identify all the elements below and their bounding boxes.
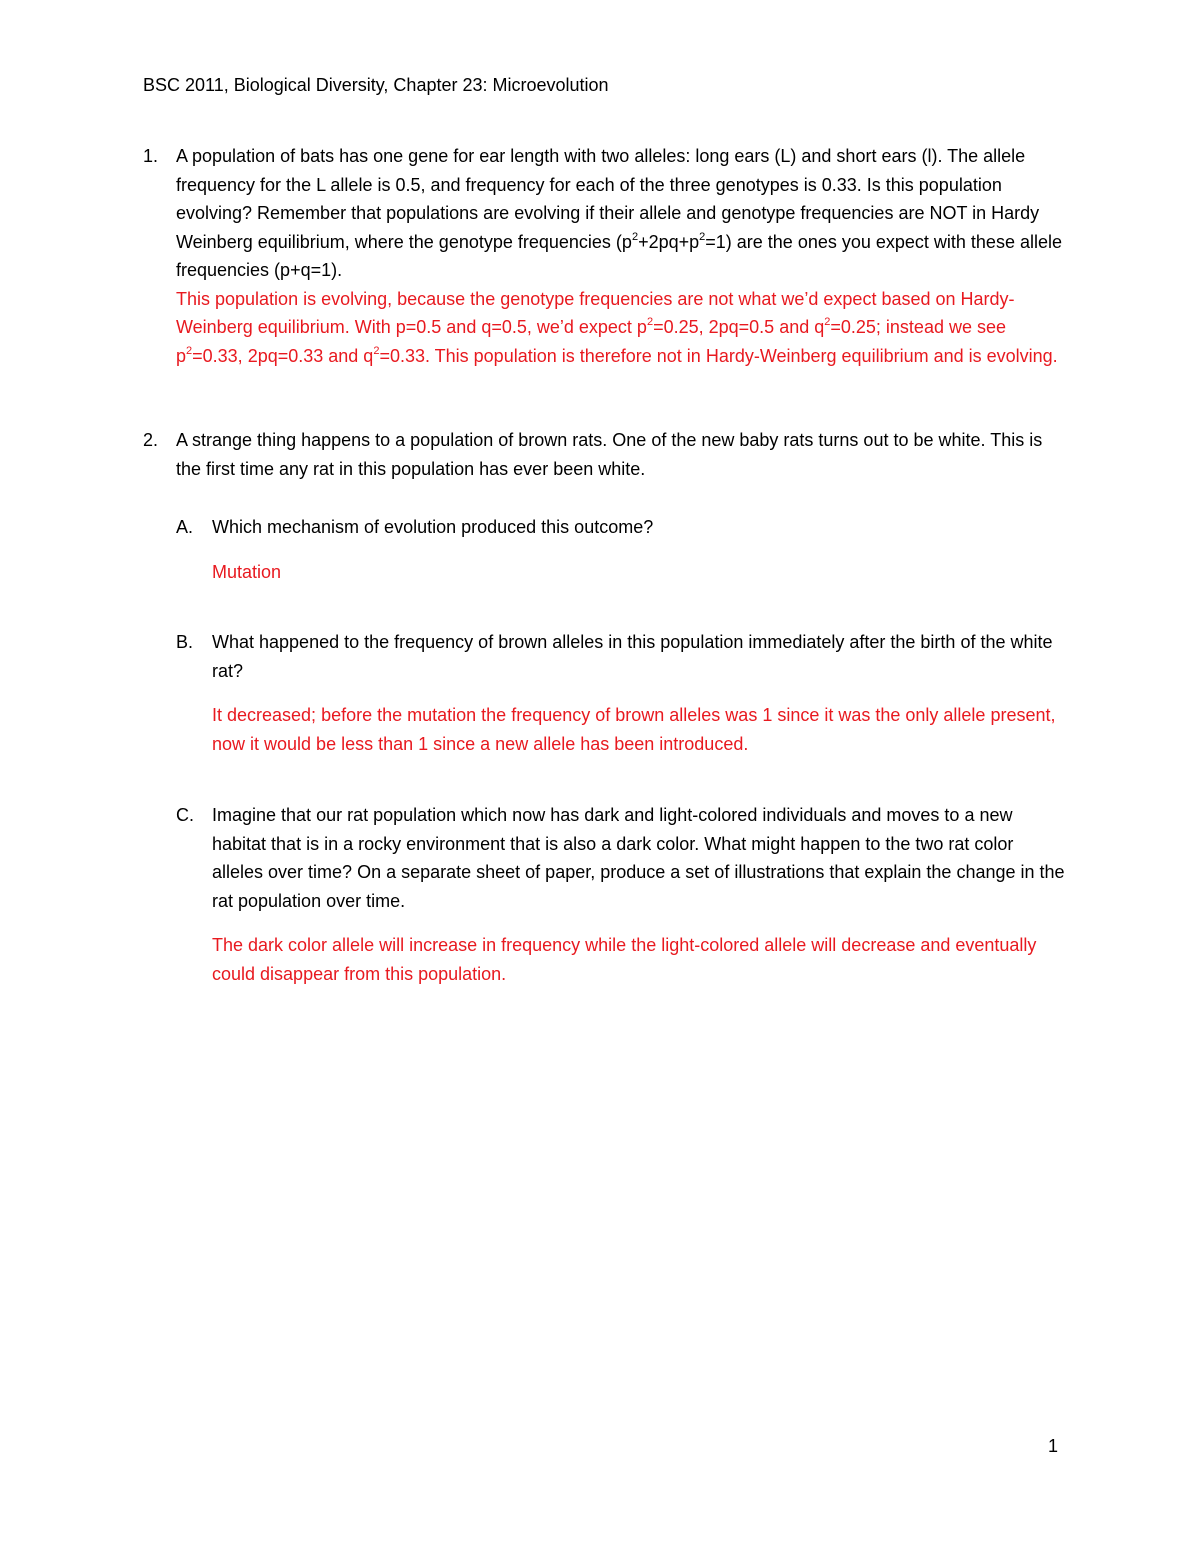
superscript: 2 bbox=[646, 316, 654, 328]
question-2 bbox=[143, 426, 1063, 483]
sub-question-letter: A. bbox=[176, 517, 194, 537]
question-number: 1. bbox=[143, 146, 159, 166]
answer-segment: This population is evolving, because the genotype frequencies are not what we’d expect based on Hardy-Weinberg equilibrium. With p=0.5 and q=0.5, we’d expect p bbox=[176, 288, 1015, 337]
answer-text bbox=[176, 285, 1063, 371]
sub-question-letter: C. bbox=[176, 805, 194, 825]
sub-question-text: What happened to the frequency of brown alleles in this population immediately after the birth of the white rat? bbox=[212, 632, 1053, 681]
question-text: A strange thing happens to a population of brown rats. One of the new baby rats turns out to be white. This is the first time any rat in this population has ever been white. bbox=[176, 430, 1043, 479]
superscript: 2 bbox=[631, 230, 639, 243]
sub-question-a bbox=[176, 513, 1066, 586]
sub-question-text: Imagine that our rat population which now has dark and light-colored individuals and moves to a new habitat that is in a rocky environment that is also a dark color. What might happen to the two rat color alleles over time? On a separate sheet of paper, produce a set of illustrations that explain the change in the rat population over time. bbox=[212, 805, 1065, 911]
sub-question-body bbox=[212, 628, 1066, 758]
answer-segment: =0.25, 2pq=0.5 and q bbox=[653, 317, 825, 337]
superscript: 2 bbox=[373, 344, 380, 357]
question-1 bbox=[143, 142, 1063, 370]
question-body bbox=[176, 142, 1063, 370]
answer-text: It decreased; before the mutation the frequency of brown alleles was 1 since it was the only allele present, now it would be less than 1 since a new allele has been introduced. bbox=[212, 705, 1056, 754]
question-text-segment: A population of bats has one gene for ear length with two alleles: long ears (L) and short ears (l). The allele frequency for the L allele is 0.5, and frequency for each of the three genotypes is 0.33. Is this population evolving? Remember that populations are evolving if their allele and genotype frequencies are NOT in Hardy Weinberg equilibrium, where the genotype frequencies (p bbox=[176, 146, 1040, 252]
superscript: 2 bbox=[699, 230, 706, 243]
question-text-segment: +2pq+p bbox=[638, 231, 700, 252]
sub-question-b bbox=[176, 628, 1066, 758]
question-text bbox=[176, 142, 1063, 285]
sub-question-text: Which mechanism of evolution produced this outcome? bbox=[212, 517, 654, 537]
question-text-segment: =1) are the ones you expect with these allele frequencies (p+q=1). bbox=[176, 231, 1062, 280]
question-number: 2. bbox=[143, 430, 159, 450]
answer-segment: =0.25; instead we see p bbox=[176, 317, 1006, 366]
answer-segment: =0.33, 2pq=0.33 and q bbox=[192, 345, 374, 366]
answer-text: The dark color allele will increase in frequency while the light-colored allele will decrease and eventually could disappear from this population. bbox=[212, 935, 1037, 984]
page-number: 1 bbox=[1048, 1436, 1059, 1456]
sub-question-body bbox=[212, 513, 1066, 586]
answer-segment: =0.33. This population is therefore not in Hardy-Weinberg equilibrium and is evolving. bbox=[379, 345, 1058, 366]
superscript: 2 bbox=[824, 316, 831, 328]
sub-question-letter: B. bbox=[176, 632, 194, 652]
sub-question-c bbox=[176, 801, 1066, 988]
superscript: 2 bbox=[186, 344, 193, 357]
answer-text: Mutation bbox=[212, 561, 282, 582]
page-header: BSC 2011, Biological Diversity, Chapter 23: Microevolution bbox=[143, 75, 609, 95]
sub-question-body bbox=[212, 801, 1066, 988]
